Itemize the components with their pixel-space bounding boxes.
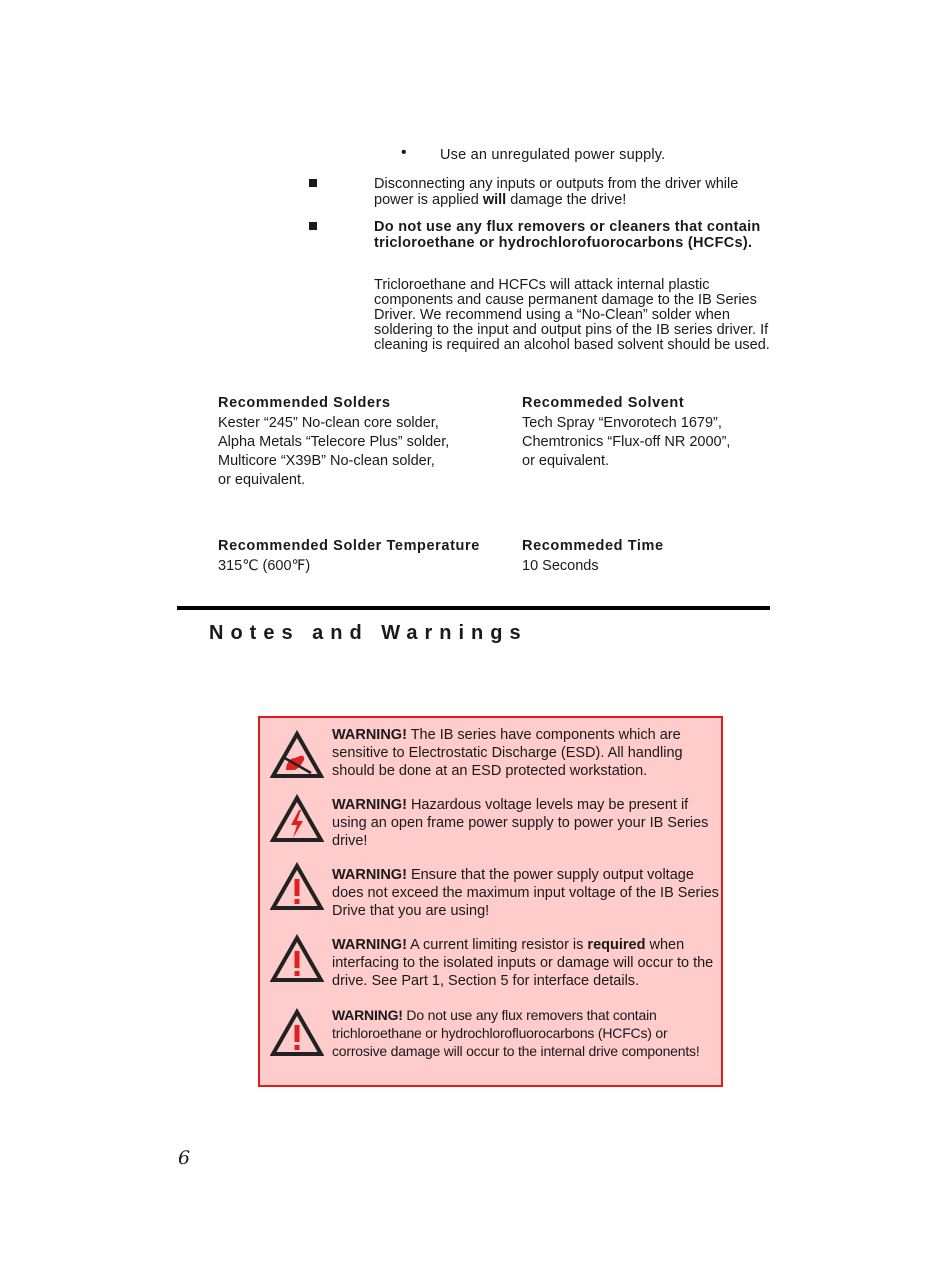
warning-resistor — [332, 936, 724, 990]
warning-label: WARNING! — [332, 867, 407, 883]
solvent-line: or equivalent. — [522, 453, 610, 469]
esd-warning-icon — [270, 730, 324, 780]
solder-line: Multicore “X39B” No-clean solder, — [218, 453, 435, 469]
warning-body: Do not use any flux removers that contain trichloroethane or hydrochlorofluorocarbons (HCFCs) or corrosive damage will occur to the internal drive components! — [332, 1007, 700, 1059]
warning-flux — [332, 1006, 724, 1060]
warning-bold: required — [587, 937, 646, 953]
bullet-item-flux-body: Tricloroethane and HCFCs will attack internal plastic components and cause permanent damage to the IB Series Driver. We recommend using a “No-Clean” solder when soldering to the input and output pins of the IB series driver. If cleaning is required an alcohol based solvent should be used. — [374, 277, 770, 353]
solder-line: Kester “245” No-clean core solder, — [218, 415, 439, 431]
section-divider — [177, 606, 770, 610]
solder-line: or equivalent. — [218, 472, 306, 488]
warning-esd — [332, 726, 724, 780]
square-bullet — [309, 222, 317, 230]
solders-list — [218, 414, 449, 490]
time-value: 10 Seconds — [522, 558, 599, 574]
exclamation-warning-icon — [270, 1008, 324, 1058]
warning-label: WARNING! — [332, 937, 407, 953]
warnings-box — [258, 716, 723, 1087]
exclamation-warning-icon — [270, 934, 324, 984]
warning-body: Ensure that the power supply output voltage does not exceed the maximum input voltage of the IB Series Drive that you are using! — [332, 867, 719, 919]
temperature-value: 315℃ (600℉) — [218, 558, 311, 574]
bold-segment: will — [482, 192, 507, 208]
solvent-line: Chemtronics “Flux-off NR 2000”, — [522, 434, 731, 450]
section-title: Notes and Warnings — [209, 622, 528, 644]
text-segment: damage the drive! — [506, 192, 627, 208]
bullet-item-disconnect — [374, 176, 774, 208]
square-bullet — [309, 179, 317, 187]
warning-body: when interfacing to the isolated inputs or damage will occur to the drive. See Part 1, Section 5 for interface details. — [332, 937, 714, 989]
solders-heading: Recommended Solders — [218, 395, 391, 411]
solvent-line: Tech Spray “Envorotech 1679”, — [522, 415, 722, 431]
warning-voltage — [332, 796, 724, 850]
warning-power-supply — [332, 866, 724, 920]
bullet-dot: • — [401, 144, 407, 161]
warning-label: WARNING! — [332, 1007, 403, 1023]
bullet-item-flux-heading: Do not use any flux removers or cleaners that contain tricloroethane or hydrochlorofuorocarbons (HCFCs). — [374, 219, 761, 251]
bullet-sub-item: Use an unregulated power supply. — [440, 147, 666, 163]
warning-body: The IB series have components which are sensitive to Electrostatic Discharge (ESD). All handling should be done at an ESD protected workstation. — [332, 727, 683, 779]
temperature-heading: Recommended Solder Temperature — [218, 538, 480, 554]
exclamation-warning-icon — [270, 862, 324, 912]
high-voltage-warning-icon — [270, 794, 324, 844]
solder-line: Alpha Metals “Telecore Plus” solder, — [218, 434, 450, 450]
solvent-heading: Recommeded Solvent — [522, 395, 685, 411]
warning-body: A current limiting resistor is — [406, 937, 588, 953]
text-segment: Disconnecting any inputs or outputs from the driver while power is applied — [374, 176, 739, 208]
page-number: 6 — [178, 1147, 191, 1169]
time-heading: Recommeded Time — [522, 538, 664, 554]
warning-body: Hazardous voltage levels may be present if using an open frame power supply to power your IB Series drive! — [332, 797, 709, 849]
warning-label: WARNING! — [332, 727, 407, 743]
solvent-list — [522, 414, 730, 471]
warning-label: WARNING! — [332, 797, 407, 813]
